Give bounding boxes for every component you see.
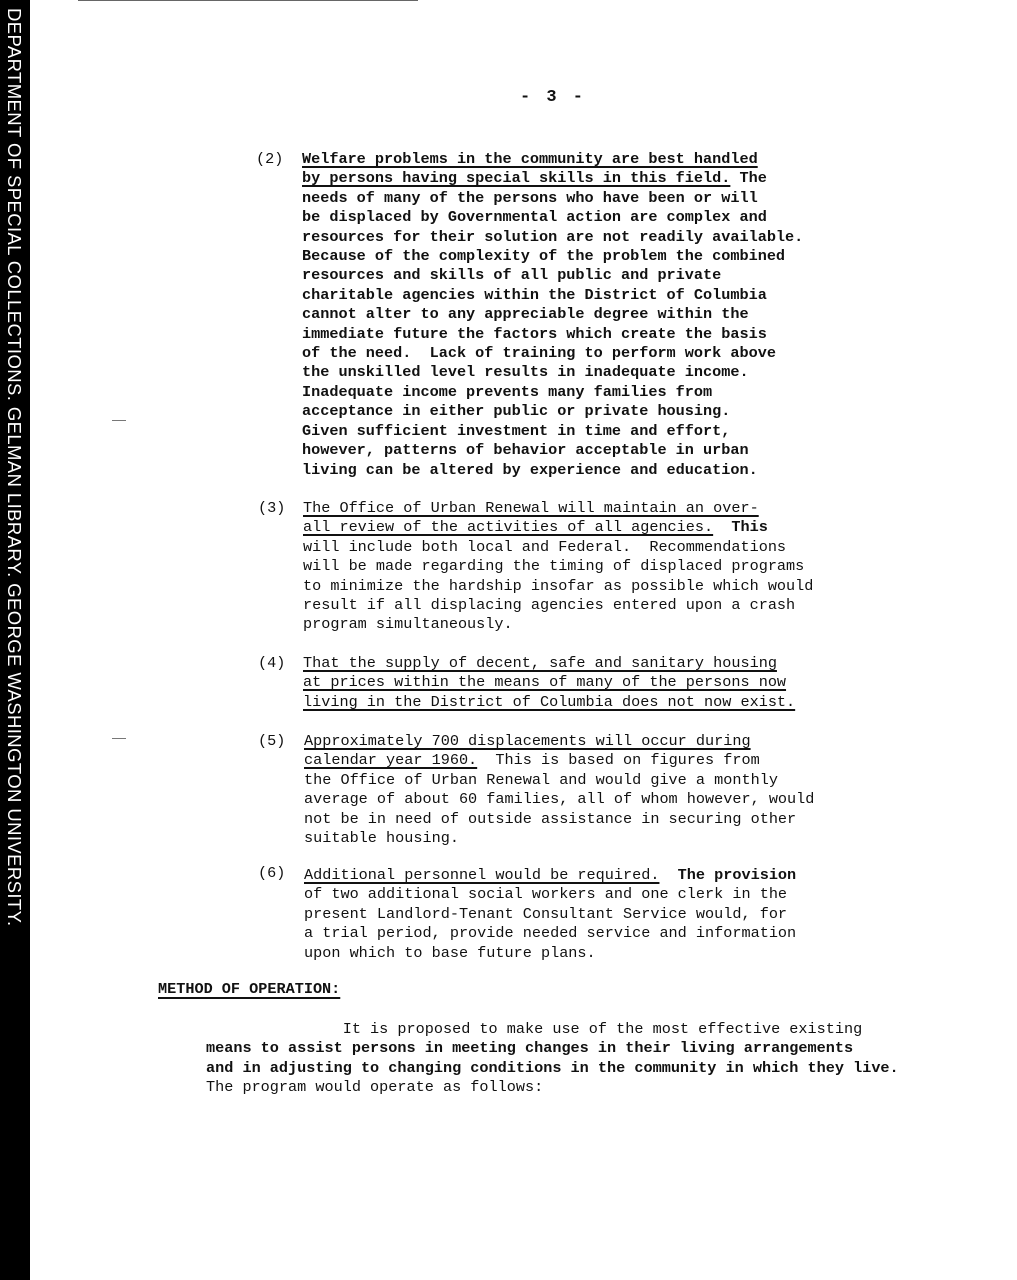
item-text-line: resources for their solution are not readily available. <box>302 227 804 246</box>
item-text-line: living can be altered by experience and education. <box>302 460 758 479</box>
paragraph-line: and in adjusting to changing conditions in the community in which they live. <box>206 1058 899 1077</box>
item-underlined-line: living in the District of Columbia does not now exist. <box>303 692 796 711</box>
item-text-line: to minimize the hardship insofar as possible which would <box>303 576 814 595</box>
item-underlined-line: all review of the activities of all agencies. <box>303 518 714 537</box>
item-text-line: will include both local and Federal. Recommendations <box>303 537 787 556</box>
item-underlined-line: at prices within the means of many of the persons now <box>303 673 787 692</box>
item-text-line: cannot alter to any appreciable degree within the <box>302 305 749 324</box>
item-text-line: acceptance in either public or private housing. <box>302 402 731 421</box>
list-item <box>302 150 803 480</box>
item-underlined-line: Additional personnel would be required. <box>304 866 660 884</box>
item-text-line: the unskilled level results in inadequate income. <box>302 363 749 382</box>
archive-side-band <box>0 0 30 1280</box>
item-text-line: the Office of Urban Renewal and would give a monthly <box>304 770 778 789</box>
item-number: (3) <box>258 499 286 517</box>
item-text-line: suitable housing. <box>304 829 459 848</box>
item-text-line: The <box>730 169 767 188</box>
list-item <box>304 866 796 963</box>
item-text-line: will be made regarding the timing of displaced programs <box>303 557 805 576</box>
item-text-line: This <box>713 518 768 537</box>
item-text-line: needs of many of the persons who have been or will <box>302 188 758 207</box>
item-text-line: however, patterns of behavior acceptable in urban <box>302 441 749 460</box>
item-text-line: Because of the complexity of the problem the combined <box>302 247 786 266</box>
item-text-line: charitable agencies within the District of Columbia <box>302 285 767 304</box>
item-text-line: Given sufficient investment in time and effort, <box>302 421 731 440</box>
item-underlined-line: by persons having special skills in this field. <box>302 169 731 188</box>
list-item <box>304 732 814 848</box>
page-number: - 3 - <box>520 88 587 107</box>
item-text-line: The provision <box>659 866 797 884</box>
item-text-line: be displaced by Governmental action are complex and <box>302 208 767 227</box>
item-text-line: upon which to base future plans. <box>304 943 596 962</box>
item-number: (5) <box>258 732 286 750</box>
item-underlined-line: Welfare problems in the community are best handled <box>302 150 758 168</box>
list-item <box>303 654 795 712</box>
item-text-line: a trial period, provide needed service and information <box>304 924 797 943</box>
item-text-line: of two additional social workers and one clerk in the <box>304 885 788 904</box>
item-underlined-line: That the supply of decent, safe and sanitary housing <box>303 654 777 672</box>
item-text-line: average of about 60 families, all of whom however, would <box>304 790 815 809</box>
item-number: (2) <box>256 150 284 168</box>
paragraph-line: The program would operate as follows: <box>206 1078 544 1097</box>
item-number: (4) <box>258 654 286 672</box>
item-underlined-line: Approximately 700 displacements will occur during <box>304 732 751 750</box>
archive-label: DEPARTMENT OF SPECIAL COLLECTIONS. GELMAN LIBRARY. GEORGE WASHINGTON UNIVERSITY. <box>4 8 25 927</box>
item-underlined-line: The Office of Urban Renewal will maintain an over- <box>303 499 759 517</box>
list-item <box>303 499 813 635</box>
item-text-line: Inadequate income prevents many families from <box>302 382 713 401</box>
item-text-line: resources and skills of all public and private <box>302 266 722 285</box>
margin-mark <box>112 420 126 421</box>
item-text-line: This is based on figures from <box>477 751 760 770</box>
item-text-line: immediate future the factors which create the basis <box>302 324 767 343</box>
item-text-line: program simultaneously. <box>303 615 513 634</box>
top-rule <box>78 0 418 1</box>
item-text-line: of the need. Lack of training to perform work above <box>302 344 776 363</box>
margin-mark <box>112 738 126 739</box>
item-text-line: present Landlord-Tenant Consultant Service would, for <box>304 904 788 923</box>
item-text-line: not be in need of outside assistance in securing other <box>304 809 797 828</box>
item-text-line: result if all displacing agencies entered upon a crash <box>303 596 796 615</box>
method-paragraph <box>206 1020 899 1098</box>
paragraph-line: It is proposed to make use of the most effective existing <box>206 1020 863 1038</box>
section-heading: METHOD OF OPERATION: <box>158 980 341 998</box>
paragraph-line: means to assist persons in meeting changes in their living arrangements <box>206 1039 854 1058</box>
item-number: (6) <box>258 864 286 882</box>
item-underlined-line: calendar year 1960. <box>304 751 478 770</box>
